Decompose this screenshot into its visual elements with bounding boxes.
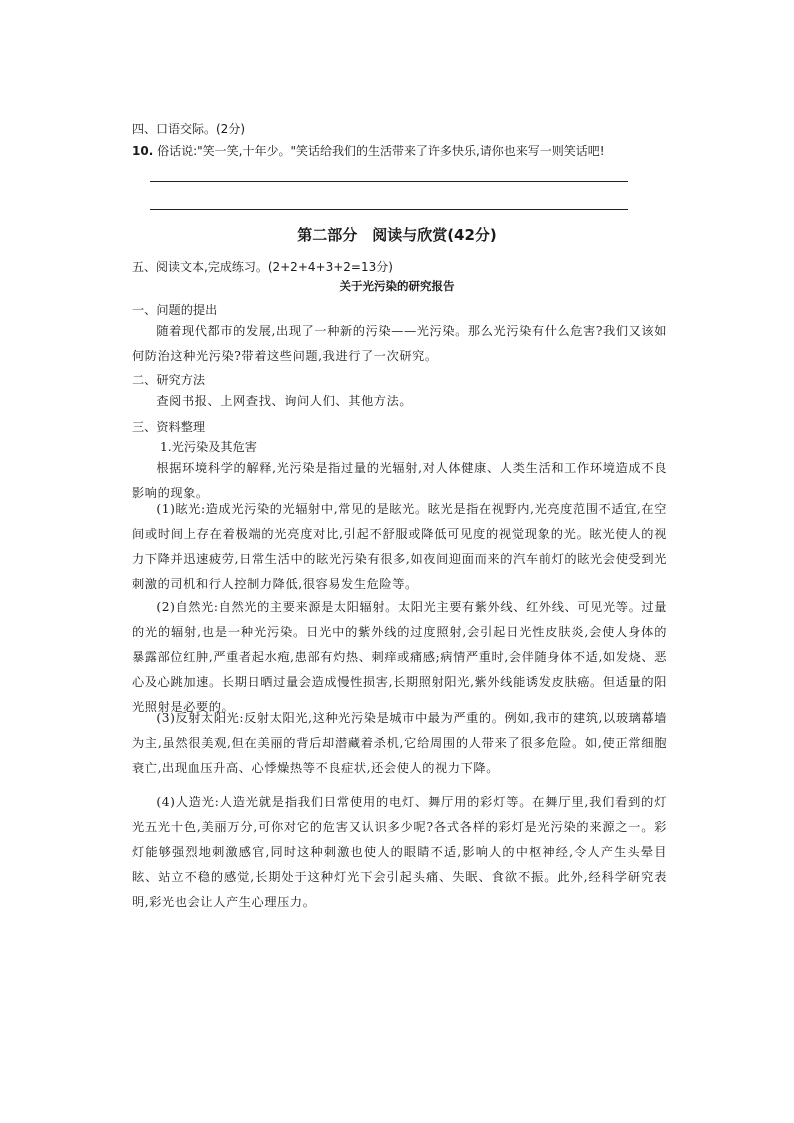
section5-heading: 五、阅读文本,完成练习。(2+2+4+3+2=13分): [132, 260, 393, 274]
answer-line-1[interactable]: [150, 181, 628, 182]
paragraph-natural-light: (2)自然光:自然光的主要来源是太阳辐射。太阳光主要有紫外线、红外线、可见光等。过量的光的辐射,也是一种光污染。日光中的紫外线的过度照射,会引起日光性皮肤炎,会使人身体的暴露部位红肿,严重者起水疱,患部有灼热、刺痒或痛感;病情严重时,会伴随身体不适,如发烧、恶心及心跳加速。长期日晒过量会造成慢性损害,长期照射阳光,紫外线能诱发皮肤癌。但适量的阳光照射是必要的。: [132, 600, 667, 714]
paragraph-method: 查阅书报、上网查找、询问人们、其他方法。: [156, 394, 413, 408]
paragraph-problem: 随着现代都市的发展,出现了一种新的污染——光污染。那么光污染有什么危害?我们又该如何防治这种光污染?带着这些问题,我进行了一次研究。: [132, 324, 667, 363]
question10-number: 10.: [132, 144, 154, 158]
heading-method: 二、研究方法: [132, 373, 206, 387]
subheading-light-pollution: 1.光污染及其危害: [160, 440, 257, 454]
section4-heading: 四、口语交际。(2分): [132, 122, 245, 136]
paragraph-artificial-light: (4)人造光:人造光就是指我们日常使用的电灯、舞厅用的彩灯等。在舞厅里,我们看到的灯光五光十色,美丽万分,可你对它的危害又认识多少呢?各式各样的彩灯是光污染的来源之一。彩灯能够强烈地刺激感官,同时这种刺激也使人的眼睛不适,影响人的中枢神经,令人产生头晕目眩、站立不稳的感觉,长期处于这种灯光下会引起头痛、失眠、食欲不振。此外,经科学研究表明,彩光也会让人产生心理压力。: [132, 795, 667, 909]
paragraph-definition: 根据环境科学的解释,光污染是指过量的光辐射,对人体健康、人类生活和工作环境造成不良影响的现象。: [132, 461, 667, 500]
heading-data: 三、资料整理: [132, 420, 206, 434]
heading-problem: 一、问题的提出: [132, 303, 218, 317]
paragraph-reflected-sunlight: (3)反射太阳光:反射太阳光,这种光污染是城市中最为严重的。例如,我市的建筑,以玻璃幕墙为主,虽然很美观,但在美丽的背后却潜藏着杀机,它给周围的人带来了很多危险。如,使正常细胞衰亡,出现血压升高、心悸燥热等不良症状,还会使人的视力下降。: [132, 711, 667, 775]
answer-line-2[interactable]: [150, 209, 628, 210]
question10: [132, 145, 605, 157]
report-title: 关于光污染的研究报告: [339, 279, 455, 293]
question10-text: 俗话说:"笑一笑,十年少。"笑话给我们的生活带来了许多快乐,请你也来写一则笑话吧!: [157, 144, 605, 158]
paragraph-glare: (1)眩光:造成光污染的光辐射中,常见的是眩光。眩光是指在视野内,光亮度范围不适宜,在空间或时间上存在着极端的光亮度对比,引起不舒服或降低可见度的视觉现象的光。眩光使人的视力下降并迅速疲劳,日常生活中的眩光污染有很多,如夜间迎面而来的汽车前灯的眩光会使受到光刺激的司机和行人控制力降低,很容易发生危险等。: [132, 502, 667, 591]
part2-heading: 第二部分 阅读与欣赏(42分): [297, 226, 497, 244]
